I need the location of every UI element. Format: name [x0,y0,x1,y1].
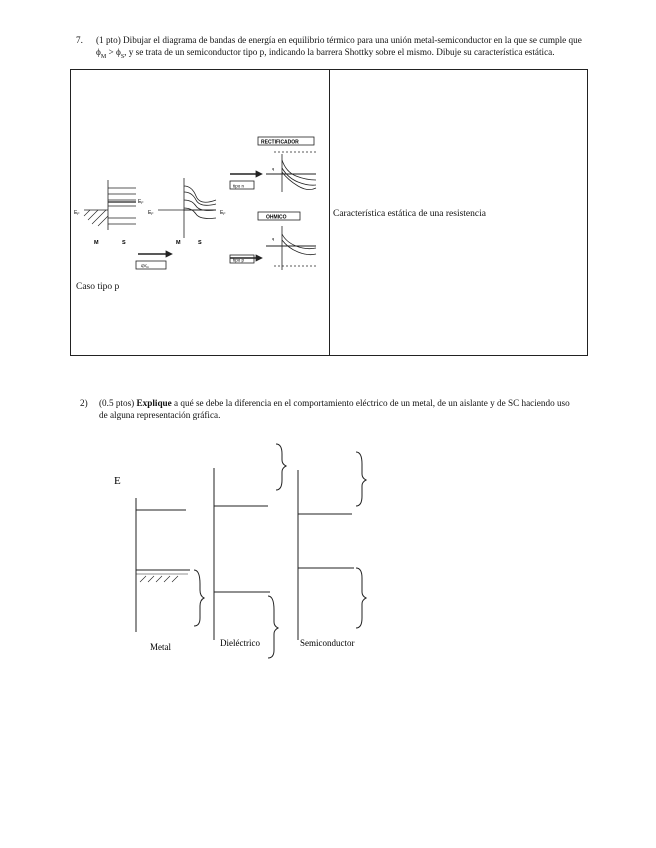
ef-label-2: $E_F$ [148,210,154,216]
semiconductor-label-2: S [198,240,202,246]
q-label-1: q [272,166,275,171]
ef-label-3: $E_F$ [220,210,226,216]
q-label-2: q [272,236,275,241]
metal-semiconductor-band-diagram [70,130,328,280]
question-number: 2) [80,398,88,408]
metal-label: M [94,240,99,246]
ec-label: $E_F$ [138,199,144,205]
ohmico-label: OHMICO [266,214,287,221]
question-text: (1 pto) Dibujar el diagrama de bandas de energía en equilibrio térmico para una unión metal-semiconductor en la que se cumple que $\phi_M > \phi_S$, y se trata de un semiconductor tipo p, indicando la barrera Shottky sobre el mismo. Dibuje su característica estática. [96,35,582,60]
table-divider [329,70,330,355]
qvbi-label: $qV_{bi}$ [141,263,149,269]
metal-label-2: M [176,240,181,246]
semiconductor-label: S [122,240,126,246]
rectificador-label: RECTIFICADOR [261,139,299,146]
case-label: Caso tipo p [76,282,120,292]
dielectric-caption: Dieléctrico [220,638,260,648]
tipo-n-label: tipo n [233,183,245,189]
question-number: 7. [76,35,83,45]
tipo-p-label: tipo p [233,257,245,263]
question-text: (0.5 ptos) Explique a qué se debe la diferencia en el comportamiento eléctrico de un metal, de un aislante y de SC haciendo uso de alguna representación gráfica. [99,398,570,420]
semiconductor-caption: Semiconductor [300,638,355,648]
energy-bands-comparison-diagram [100,440,380,660]
metal-caption: Metal [150,642,171,652]
energy-axis-label: E [114,475,121,487]
ef-label: $E_F$ [74,210,80,216]
static-characteristic-text: Característica estática de una resistencia [333,209,486,219]
